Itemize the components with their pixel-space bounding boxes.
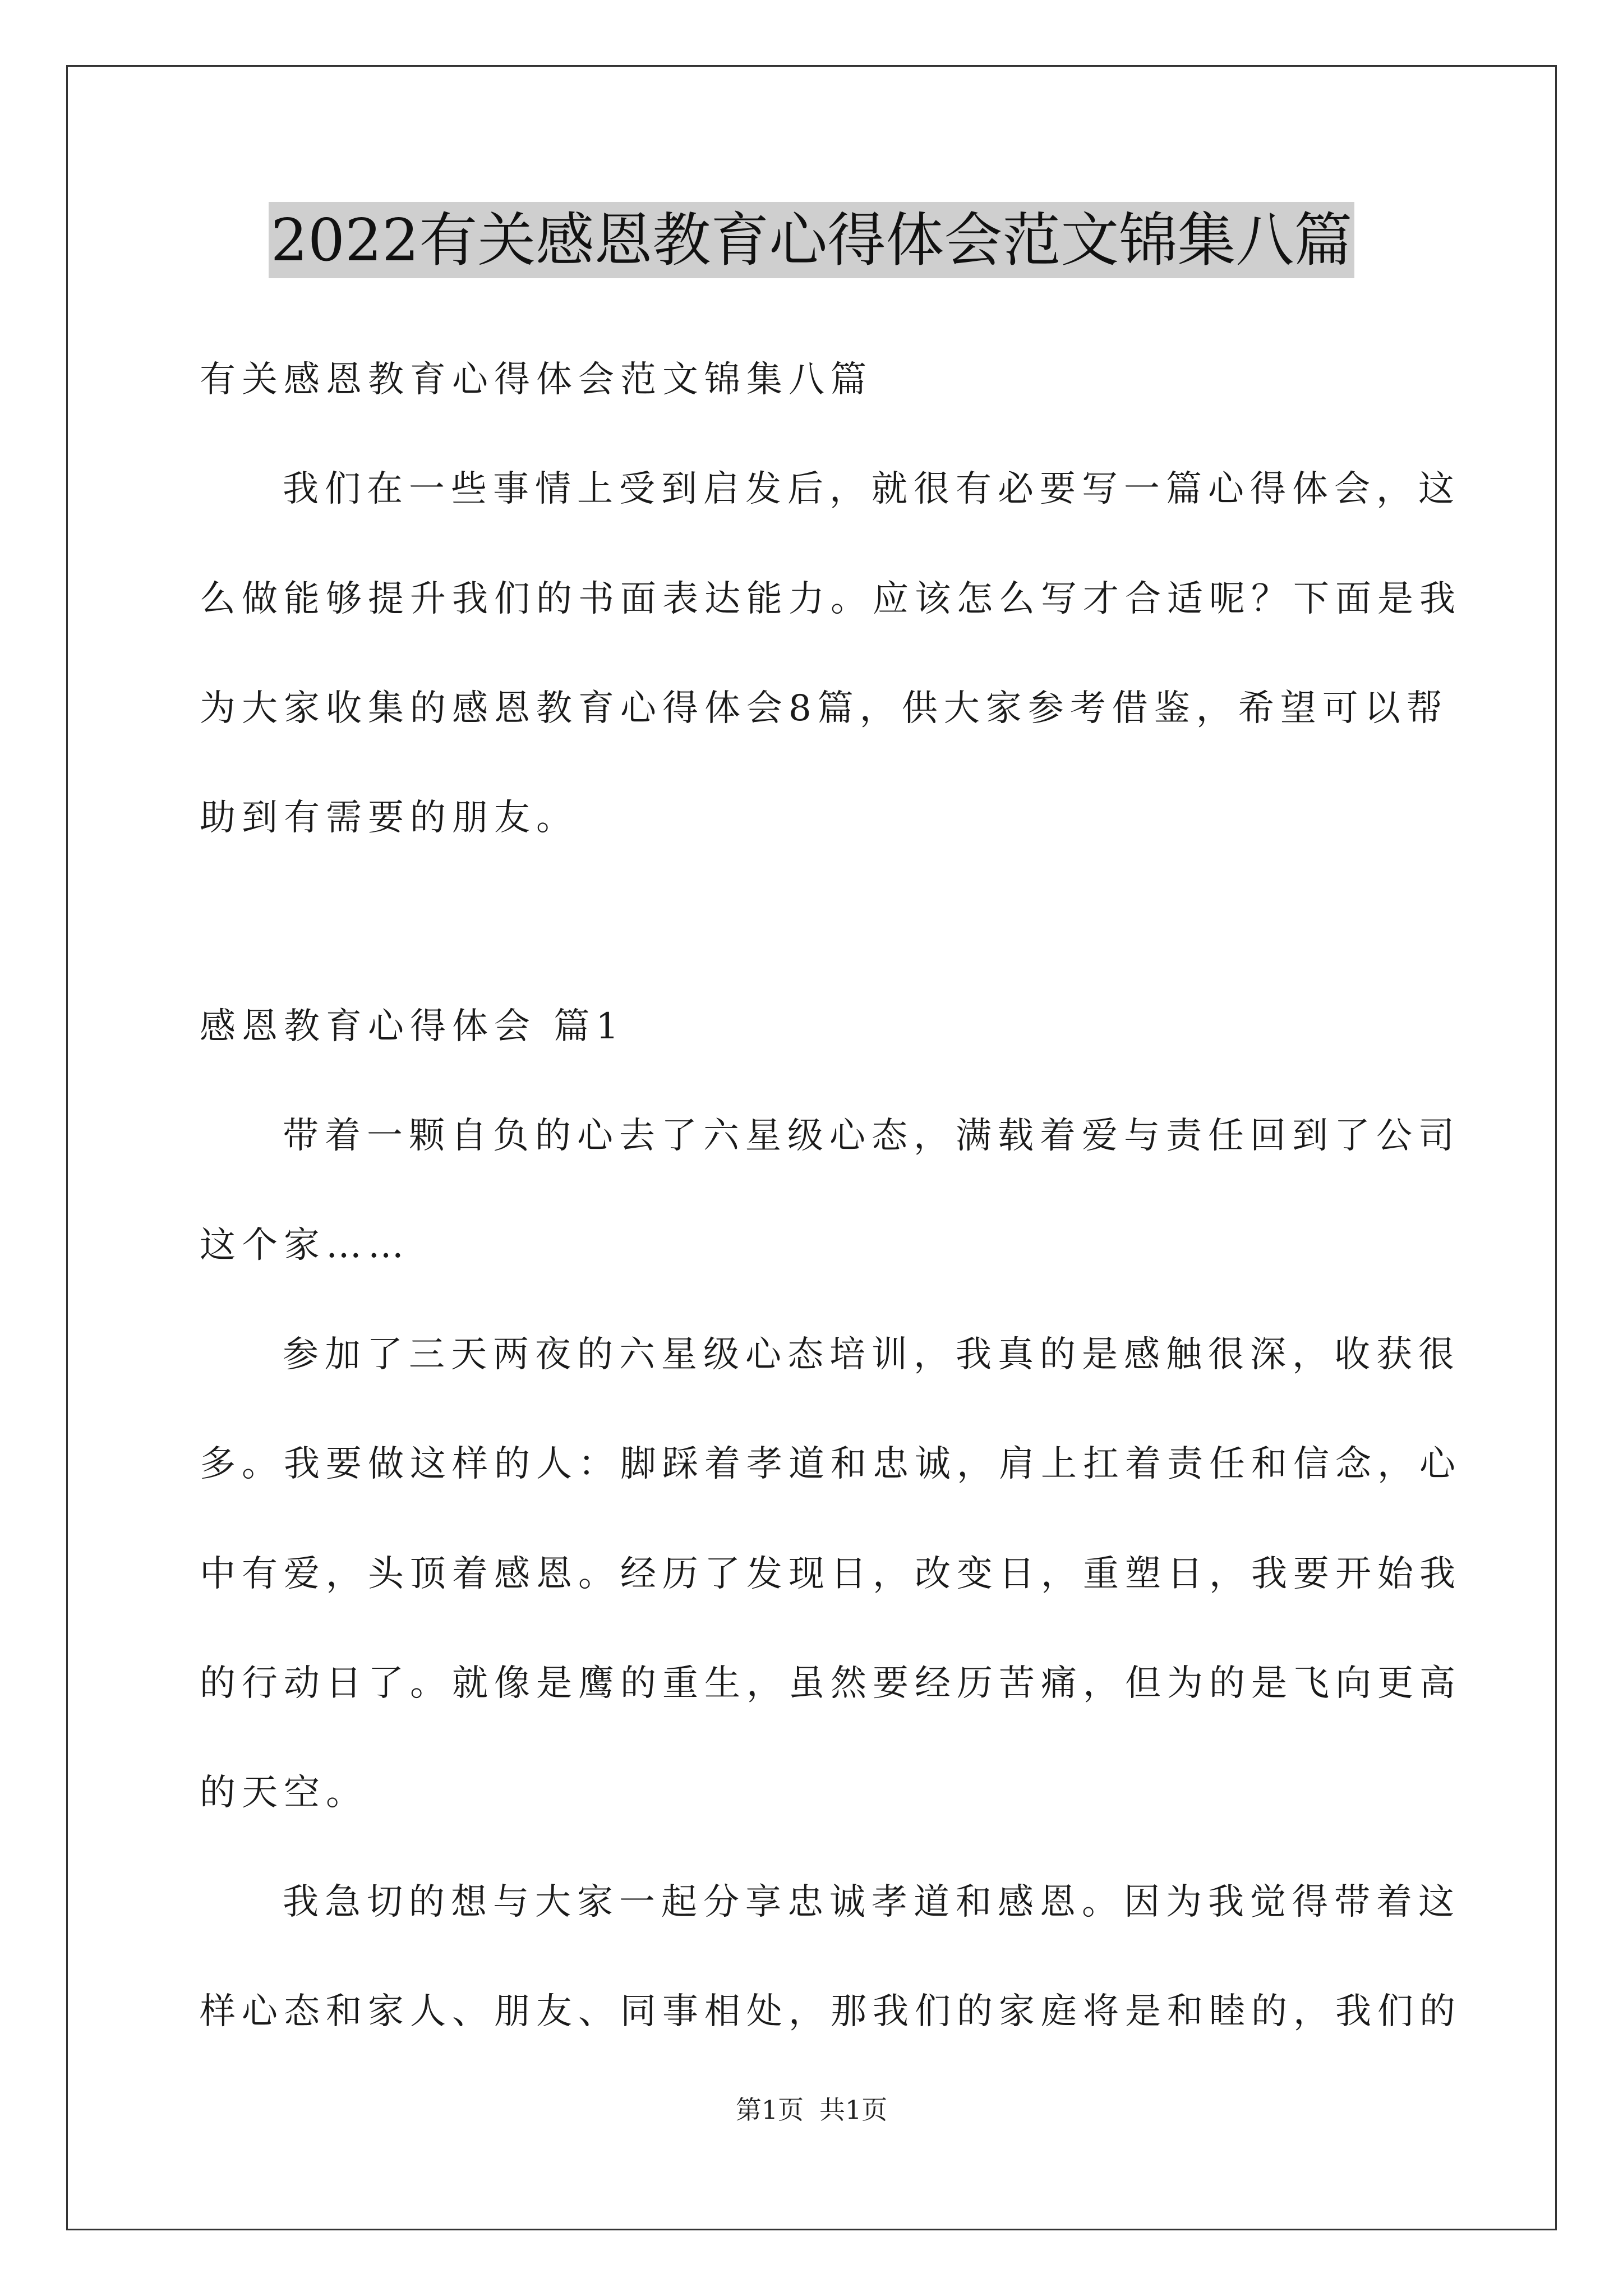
- section-heading: 感恩教育心得体会 篇1: [200, 1006, 625, 1047]
- paragraph-line: 参加了三天两夜的六星级心态培训，我真的是感触很深，收获很: [283, 1334, 1460, 1375]
- intro-line: 么做能够提升我们的书面表达能力。应该怎么写才合适呢？下面是我: [200, 578, 1461, 620]
- page-footer: [0, 2094, 1623, 2125]
- intro-line: 我们在一些事情上受到启发后，就很有必要写一篇心得体会，这: [283, 468, 1460, 510]
- intro-line: 助到有需要的朋友。: [200, 797, 578, 839]
- title-container: [0, 202, 1623, 278]
- page-total: 共1页: [819, 2095, 888, 2125]
- page-number: 第1页: [735, 2095, 804, 2125]
- paragraph-line: 中有爱，头顶着感恩。经历了发现日，改变日，重塑日，我要开始我: [200, 1553, 1461, 1595]
- document-subtitle: 有关感恩教育心得体会范文锦集八篇: [200, 359, 873, 401]
- paragraph-line: 带着一颗自负的心去了六星级心态，满载着爱与责任回到了公司: [283, 1115, 1460, 1157]
- paragraph-line: 的天空。: [200, 1772, 368, 1814]
- paragraph-line: 这个家……: [200, 1225, 410, 1266]
- paragraph-line: 我急切的想与大家一起分享忠诚孝道和感恩。因为我觉得带着这: [283, 1881, 1460, 1923]
- paragraph-line: 样心态和家人、朋友、同事相处，那我们的家庭将是和睦的，我们的: [200, 1991, 1461, 2032]
- paragraph-line: 的行动日了。就像是鹰的重生，虽然要经历苦痛，但为的是飞向更高: [200, 1663, 1461, 1704]
- intro-line: 为大家收集的感恩教育心得体会8篇，供大家参考借鉴，希望可以帮: [200, 688, 1449, 729]
- paragraph-line: 多。我要做这样的人：脚踩着孝道和忠诚，肩上扛着责任和信念，心: [200, 1443, 1461, 1485]
- document-title: 2022有关感恩教育心得体会范文锦集八篇: [269, 202, 1355, 278]
